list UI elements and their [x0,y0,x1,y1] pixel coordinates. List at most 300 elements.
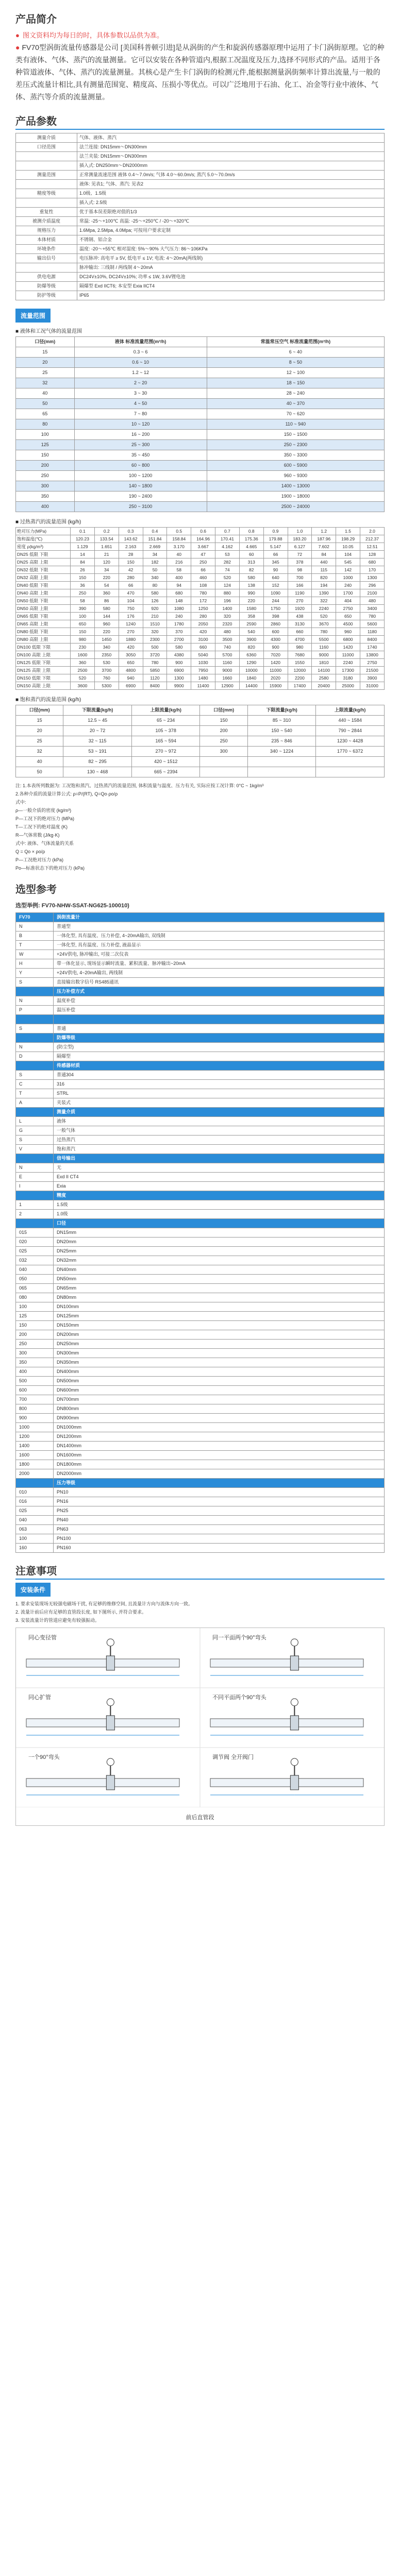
selection-desc: DN800mm [54,1404,385,1414]
selection-desc: 一体化型, 具有温度、压力补偿, 4~20mA输出, 双线制 [54,931,385,941]
steam-row [16,682,385,690]
params-row [16,282,385,291]
flow-cell: 6 ~ 40 [207,347,384,358]
flow-row [16,347,385,358]
steam-cell: 150 [71,574,95,582]
params-row [16,189,385,198]
steam-density: 4.665 [239,543,263,551]
steam-cell: DN40 低限 下限 [16,582,71,589]
params-value: 电压脉冲: 高电平 ≥ 5V, 低电平 ≤ 1V; 电流: 4～20mA(两线制) [77,254,385,263]
steam-cell: DN80 高限 上限 [16,636,71,643]
selection-group-code [16,1154,54,1163]
selection-desc: DN700mm [54,1395,385,1404]
selection-group-header [16,1219,385,1228]
steam-cell: 10000 [239,667,263,674]
steam-cell: 1700 [336,589,360,597]
params-row [16,217,385,226]
params-value: 插入式: 2.5级 [77,198,385,208]
selection-row [16,1247,385,1256]
saturated-block [15,695,385,777]
steam-density: 10.05 [336,543,360,551]
selection-row [16,1238,385,1247]
params-key [16,180,77,189]
steam-density: 7.602 [312,543,336,551]
sat-cell: 150 ~ 540 [247,726,316,736]
selection-group-header [16,987,385,996]
sat-cell: 50 [16,767,63,777]
params-value: 不锈钢、铝合金 [77,235,385,245]
steam-cell: 1510 [143,620,167,628]
steam-cell: 25000 [336,682,360,690]
steam-cell: 5850 [143,667,167,674]
params-key: 重复性 [16,208,77,217]
selection-code: 040 [16,1265,54,1275]
steam-cell: 3130 [288,620,312,628]
steam-cell: 6900 [167,667,191,674]
meter-body [106,1716,114,1730]
steam-cell: 86 [94,597,119,605]
selection-group-desc: 测量介质 [54,1108,385,1117]
steam-cell: 2700 [167,636,191,643]
flow-cell: 2500 ~ 24000 [207,502,384,512]
steam-cell: 42 [119,566,143,574]
steam-cell: 3700 [94,667,119,674]
selection-desc: 普通型 [54,922,385,931]
selection-desc: DN600mm [54,1386,385,1395]
steam-cell: 3900 [360,674,384,682]
steam-cell: 8400 [360,636,384,643]
selection-code: 100 [16,1302,54,1312]
steam-cell: DN32 高限 上限 [16,574,71,582]
params-table [15,133,385,300]
steam-cell: 270 [119,628,143,636]
steam-label: 饱和温度(℃) [16,535,71,543]
steam-cell: 1240 [119,620,143,628]
pipe-shape [210,1659,363,1667]
selection-row [16,1442,385,1451]
meter-head [107,1639,114,1646]
steam-cell: 8400 [143,682,167,690]
steam-label: 绝对压力(MPa) [16,528,71,535]
params-value: 常温: -25～+100℃ 高温: -25～+250℃ / -20～+320℃ [77,217,385,226]
selection-desc: DN25mm [54,1247,385,1256]
steam-temp: 158.84 [167,535,191,543]
formula-line: 式中: [15,800,26,805]
flow-row [16,358,385,368]
meter-head [291,1699,298,1706]
steam-row [16,620,385,628]
install-diagram-svg [16,1628,384,1807]
selection-desc: 饱和蒸汽 [54,1145,385,1154]
steam-cell: 340 [94,643,119,651]
section-intro-title [15,9,385,27]
steam-row [16,551,385,558]
params-value: 正常测量流速范围 液体 0.4～7.0m/s; 气体 4.0～60.0m/s; 蒸汽 5.0～70.0m/s [77,171,385,180]
params-key: 本体材质 [16,235,77,245]
params-row [16,273,385,282]
formula-notes [15,782,385,872]
selection-group-desc [54,1015,385,1024]
flow-header-row [16,337,385,347]
steam-cell: 60 [239,551,263,558]
selection-desc: PN10 [54,1488,385,1497]
steam-cell: 2580 [312,674,336,682]
diagram-label: 不同平面两个90°弯头 [212,1694,266,1701]
steam-pressure: 0.8 [239,528,263,535]
steam-cell: 138 [239,582,263,589]
flow-cell: 400 [16,502,75,512]
steam-temp: 151.84 [143,535,167,543]
sat-row [16,767,385,777]
selection-desc: PN16 [54,1497,385,1506]
flow-cell: 1900 ~ 18000 [207,492,384,502]
steam-cell: 1090 [263,589,288,597]
selection-group-code [16,1191,54,1200]
steam-cell: 5300 [94,682,119,690]
selection-desc: PN100 [54,1534,385,1544]
selection-row [16,1163,385,1173]
selection-row [16,1469,385,1479]
selection-row [16,1358,385,1367]
steam-cell: 2860 [263,620,288,628]
selection-desc: +24V供电, 脉冲输出, 可接二次仪表 [54,950,385,959]
params-key: 口径范围 [16,143,77,152]
saturated-subtitle: ■ 饱和蒸汽的流量范围 (kg/h) [15,697,81,703]
selection-desc: 普通304 [54,1071,385,1080]
steam-cell: 1030 [191,659,215,667]
steam-cell: 1400 [215,605,240,613]
steam-density: 5.147 [263,543,288,551]
steam-density: 2.163 [119,543,143,551]
steam-cell: 460 [191,574,215,582]
steam-row [16,558,385,566]
steam-cell: 34 [94,566,119,574]
selection-row [16,1497,385,1506]
steam-cell: 3600 [71,682,95,690]
selection-row [16,1284,385,1293]
params-value: 1.0级、1.5级 [77,189,385,198]
flow-row [16,378,385,388]
selection-row [16,1293,385,1302]
params-key: 测量介质 [16,133,77,143]
selection-row [16,1404,385,1414]
selection-group-header [16,1108,385,1117]
params-key: 规格压力 [16,226,77,235]
steam-pressure: 0.4 [143,528,167,535]
steam-cell: 540 [239,628,263,636]
selection-code: 150 [16,1321,54,1330]
warning-line: ● 图文资料均为每日的时，具体参数以品供为准。 [15,31,164,39]
steam-cell: 600 [263,628,288,636]
steam-cell: 104 [119,597,143,605]
sat-cell: 32 ~ 115 [63,736,132,747]
params-key: 供电电源 [16,273,77,282]
selection-code: 500 [16,1377,54,1386]
selection-group-desc: 精度 [54,1191,385,1200]
flow-row [16,502,385,512]
steam-cell: 172 [191,597,215,605]
selection-code: 065 [16,1284,54,1293]
selection-row [16,1228,385,1238]
flow-cell: 150 ~ 1500 [207,430,384,440]
flow-row [16,368,385,378]
steam-cell: 2750 [336,605,360,613]
flow-cell: 250 [16,471,75,481]
meter-body [106,1775,114,1790]
steam-cell: 320 [215,613,240,620]
selection-row [16,1414,385,1423]
flow-cell: 350 ~ 3300 [207,450,384,461]
steam-cell: 920 [143,605,167,613]
steam-cell: 740 [215,643,240,651]
steam-cell: 2240 [312,605,336,613]
steam-cell: 4700 [288,636,312,643]
flow-cell: 110 ~ 940 [207,419,384,430]
flow-range-table [15,336,385,512]
selection-desc: (防尘型) [54,1043,385,1052]
selection-code: 1600 [16,1451,54,1460]
steam-cell: 580 [239,574,263,582]
steam-cell: 126 [143,597,167,605]
steam-temp: 170.41 [215,535,240,543]
steam-cell: 760 [94,674,119,682]
params-key: 被测介质温度 [16,217,77,226]
steam-row [16,605,385,613]
notice-line: 2. 流量计前后应有足够的直管段长度, 如下图所示, 并符合要求。 [15,1609,147,1615]
selection-row [16,1080,385,1089]
steam-cell: 1920 [288,605,312,613]
selection-code: 350 [16,1358,54,1367]
steam-row [16,613,385,620]
steam-cell: DN25 低限 下限 [16,551,71,558]
sat-header-cell: 口径(mm) [16,705,63,716]
sat-cell: 40 [16,757,63,767]
sat-cell: 165 ~ 594 [131,736,200,747]
selection-group-code [16,1015,54,1024]
formula-note-2: 2.各种介质的流量计算公式: ρ=P/(RT), Q=Qo·ρo/ρ [15,791,118,796]
steam-row [16,643,385,651]
selection-desc: DN20mm [54,1238,385,1247]
selection-code: 160 [16,1544,54,1553]
steam-cell: 1000 [336,574,360,582]
selection-desc: DN15mm [54,1228,385,1238]
selection-group-code [16,1033,54,1043]
steam-cell: 1080 [167,605,191,613]
notice-lines [15,1600,385,1624]
selection-code: I [16,1182,54,1191]
steam-cell: 378 [288,558,312,566]
steam-cell: 2350 [94,651,119,659]
steam-cell: 2100 [360,589,384,597]
steam-cell: 142 [336,566,360,574]
formula-line: R—气体常数 (J/kg·K) [15,833,60,838]
flow-cell: 60 ~ 800 [74,461,207,471]
steam-pressure: 1.5 [336,528,360,535]
flow-cell: 350 [16,492,75,502]
steam-cell: 11400 [191,682,215,690]
params-row [16,180,385,189]
flow-header-cell: 常温常压空气 标准流量范围(m³/h) [207,337,384,347]
selection-row [16,1340,385,1349]
selection-code: T [16,941,54,950]
selection-row [16,1534,385,1544]
steam-cell: 345 [263,558,288,566]
params-value: DC24V±10%, DC24V±10%; 功率 ≤ 1W, 3.6V锂电池 [77,273,385,282]
flow-cell: 18 ~ 150 [207,378,384,388]
steam-cell: 280 [191,613,215,620]
steam-cell: 2750 [360,659,384,667]
selection-group-header [16,1015,385,1024]
steam-cell: 280 [119,574,143,582]
steam-block [15,517,385,690]
steam-cell: 282 [215,558,240,566]
steam-cell: 545 [336,558,360,566]
selection-desc: DN80mm [54,1293,385,1302]
diagram-label: 同心扩管 [28,1694,51,1701]
flow-row [16,388,385,399]
steam-cell: 58 [71,597,95,605]
steam-cell: 370 [167,628,191,636]
steam-cell: 340 [143,574,167,582]
steam-cell: 1550 [288,659,312,667]
steam-cell: 12000 [288,667,312,674]
steam-cell: 6900 [119,682,143,690]
selection-desc: DN1600mm [54,1451,385,1460]
steam-cell: 1780 [167,620,191,628]
steam-cell: 17300 [336,667,360,674]
steam-pressure: 0.2 [94,528,119,535]
selection-group-desc: 压力补偿方式 [54,987,385,996]
install-badge: 安装条件 [15,1583,51,1597]
selection-desc: 1.5级 [54,1200,385,1210]
steam-cell: 250 [191,558,215,566]
selection-desc: DN400mm [54,1367,385,1377]
steam-cell: 1420 [263,659,288,667]
selection-row [16,1460,385,1469]
selection-row [16,1367,385,1377]
params-key: 精度等级 [16,189,77,198]
sat-cell: 82 ~ 295 [63,757,132,767]
steam-cell: 244 [263,597,288,605]
steam-row [16,651,385,659]
steam-temp: 179.88 [263,535,288,543]
params-row [16,235,385,245]
flow-cell: 40 ~ 370 [207,399,384,409]
steam-cell: 2240 [336,659,360,667]
steam-cell: 404 [336,597,360,605]
steam-cell: 120 [94,558,119,566]
steam-cell: 74 [215,566,240,574]
steam-cell: 176 [119,613,143,620]
steam-cell: 820 [239,643,263,651]
formula-line: T—工况下的绝对温度 (K) [15,824,68,829]
steam-cell: 12900 [215,682,240,690]
steam-cell: 1300 [360,574,384,582]
steam-row [16,589,385,597]
formula-line: P—工况绝对压力 (kPa) [15,857,64,862]
steam-temp-row [16,535,385,543]
steam-temp: 198.29 [336,535,360,543]
selection-row [16,1488,385,1497]
steam-pressure: 0.3 [119,528,143,535]
selection-row [16,1321,385,1330]
selection-row [16,959,385,969]
steam-pressure: 0.1 [71,528,95,535]
sat-cell: 250 [200,736,247,747]
steam-cell: 152 [263,582,288,589]
steam-cell: 66 [119,582,143,589]
selection-desc: DN350mm [54,1358,385,1367]
steam-cell: 150 [71,628,95,636]
diagram-label: 一个90°弯头 [28,1754,60,1760]
selection-code: H [16,959,54,969]
steam-density: 4.162 [215,543,240,551]
steam-cell: 5500 [312,636,336,643]
flow-cell: 150 [16,450,75,461]
selection-row [16,1173,385,1182]
steam-cell: 7680 [288,651,312,659]
steam-cell: 2300 [143,636,167,643]
steam-cell: 1660 [215,674,240,682]
selection-desc: 直接输出数字信号 RS485通讯 [54,978,385,987]
selection-row [16,969,385,978]
selection-code: 1 [16,1200,54,1210]
selection-row [16,1098,385,1108]
steam-cell: 210 [143,613,167,620]
selection-group-header [16,913,385,922]
steam-cell: 21500 [360,667,384,674]
formula-note-1: 注: 1.本表所列数据为: 工况饱和蒸汽、过热蒸汽的流量范围, 体积流量与温度、压力有关, 实际应按工况计算: 0°C ~ 1kg/m³ [15,783,264,788]
selection-code: 300 [16,1349,54,1358]
params-row [16,161,385,171]
flow-row [16,481,385,492]
selection-desc: Exd II CT4 [54,1173,385,1182]
selection-row [16,1043,385,1052]
steam-row [16,582,385,589]
formula-line: Q = Qo × ρo/ρ [15,849,45,854]
steam-cell: 14400 [239,682,263,690]
selection-group-header [16,1061,385,1071]
selection-row [16,1006,385,1015]
steam-cell: 2050 [191,620,215,628]
selection-code: 700 [16,1395,54,1404]
selection-code: L [16,1117,54,1126]
steam-cell: 780 [360,613,384,620]
selection-code: 800 [16,1404,54,1414]
steam-cell: 3900 [239,636,263,643]
steam-pressure: 0.5 [167,528,191,535]
selection-group-code [16,987,54,996]
flow-cell: 65 [16,409,75,419]
sat-cell: 665 ~ 2394 [131,767,200,777]
flow-cell: 20 [16,358,75,368]
steam-row [16,628,385,636]
selection-group-code [16,1061,54,1071]
steam-cell: DN125 高限 上限 [16,667,71,674]
selection-code: 010 [16,1488,54,1497]
flow-cell: 1.2 ~ 12 [74,368,207,378]
selection-code: S [16,978,54,987]
selection-desc: DN100mm [54,1302,385,1312]
meter-head [107,1699,114,1706]
selection-code: D [16,1052,54,1061]
selection-desc: DN40mm [54,1265,385,1275]
selection-desc: DN50mm [54,1275,385,1284]
section-params-title: 产品参数 [15,111,385,130]
params-row [16,171,385,180]
steam-cell: 36 [71,582,95,589]
steam-cell: 358 [239,613,263,620]
